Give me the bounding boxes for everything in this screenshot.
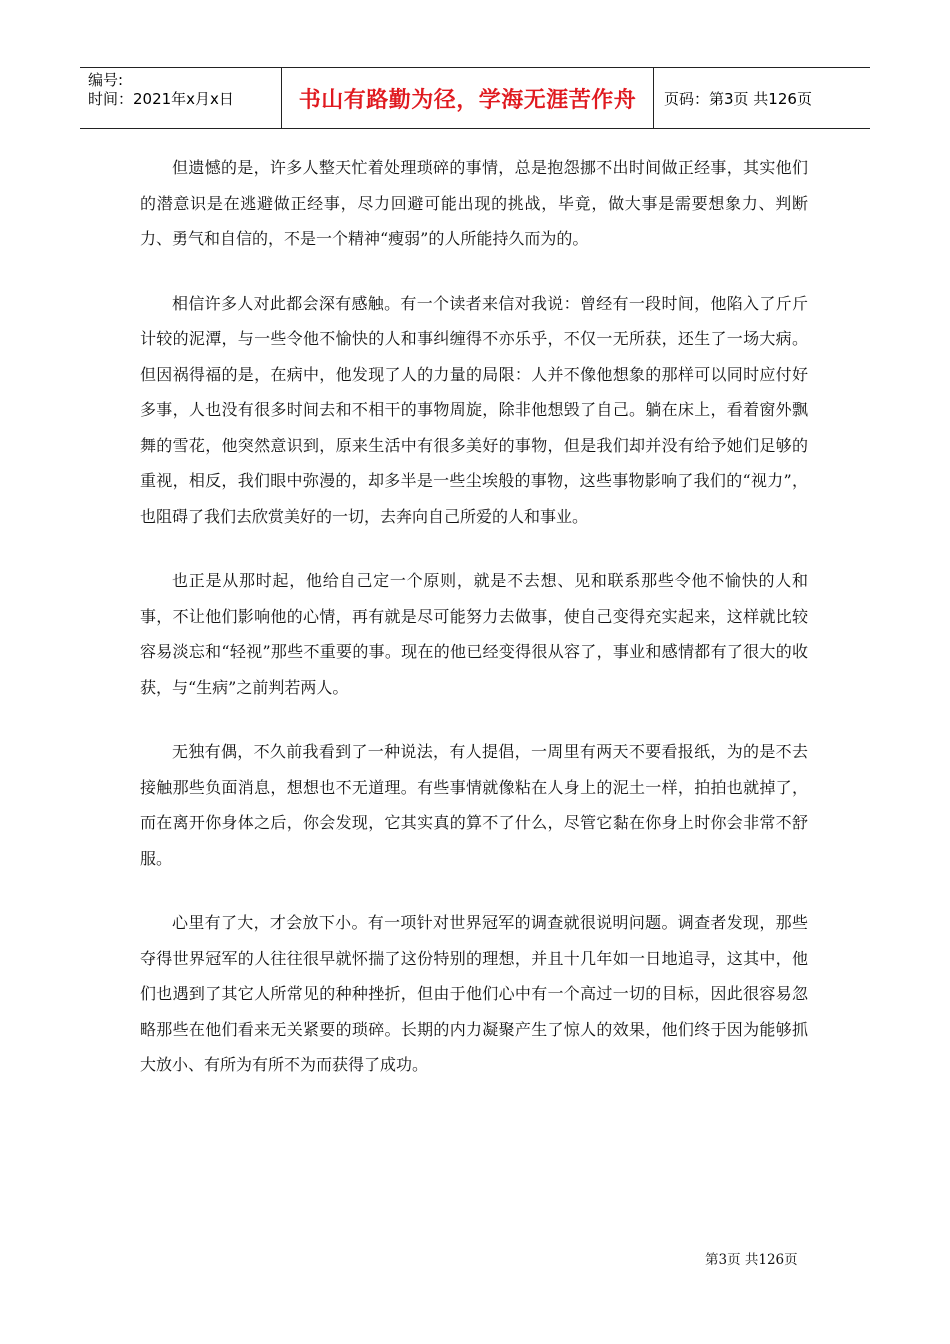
page-footer	[705, 1248, 798, 1268]
paragraph: 心里有了大，才会放下小。有一项针对世界冠军的调查就很说明问题。调查者发现，那些夺得世界冠军的人往往很早就怀揣了这份特别的理想，并且十几年如一日地追寻，这其中，他们也遇到了其它人所常见的种种挫折，但由于他们心中有一个高过一切的目标，因此很容易忽略那些在他们看来无关紧要的琐碎。长期的内力凝聚产生了惊人的效果，他们终于因为能够抓大放小、有所为有所不为而获得了成功。	[140, 913, 808, 1074]
document-number-label: 编号:	[88, 71, 124, 89]
header-motto: 书山有路勤为径，学海无涯苦作舟	[298, 87, 637, 113]
paragraph: 也正是从那时起，他给自己定一个原则，就是不去想、见和联系那些令他不愉快的人和事，不让他们影响他的心情，再有就是尽可能努力去做事，使自己变得充实起来，这样就比较容易淡忘和“轻视”那些不重要的事。现在的他已经变得很从容了，事业和感情都有了很大的收获，与“生病”之前判若两人。	[140, 571, 808, 697]
document-body	[140, 150, 808, 1112]
header-motto-cell	[282, 68, 654, 128]
header-meta	[80, 68, 282, 128]
header-page-code	[654, 68, 870, 128]
paragraph: 相信许多人对此都会深有感触。有一个读者来信对我说：曾经有一段时间，他陷入了斤斤计较的泥潭，与一些令他不愉快的人和事纠缠得不亦乐乎，不仅一无所获，还生了一场大病。但因祸得福的是，在病中，他发现了人的力量的局限：人并不像他想象的那样可以同时应付好多事，人也没有很多时间去和不相干的事物周旋，除非他想毁了自己。躺在床上，看着窗外飘舞的雪花，他突然意识到，原来生活中有很多美好的事物，但是我们却并没有给予她们足够的重视，相反，我们眼中弥漫的，却多半是一些尘埃般的事物，这些事物影响了我们的“视力”，也阻碍了我们去欣赏美好的一切，去奔向自己所爱的人和事业。	[140, 293, 808, 526]
document-time-label: 时间：2021年x月x日	[88, 90, 234, 108]
paragraph: 无独有偶，不久前我看到了一种说法，有人提倡，一周里有两天不要看报纸，为的是不去接触那些负面消息，想想也不无道理。有些事情就像粘在人身上的泥土一样，拍拍也就掉了，而在离开你身体之后，你会发现，它其实真的算不了什么，尽管它黏在你身上时你会非常不舒服。	[140, 742, 808, 868]
paragraph: 但遗憾的是，许多人整天忙着处理琐碎的事情，总是抱怨挪不出时间做正经事，其实他们的潜意识是在逃避做正经事，尽力回避可能出现的挑战，毕竟，做大事是需要想象力、判断力、勇气和自信的，不是一个精神“瘦弱”的人所能持久而为的。	[140, 158, 808, 248]
footer-page-number: 第3页 共126页	[705, 1252, 798, 1268]
page-header	[80, 67, 870, 129]
header-page-code-text: 页码：第3页 共126页	[664, 89, 812, 108]
